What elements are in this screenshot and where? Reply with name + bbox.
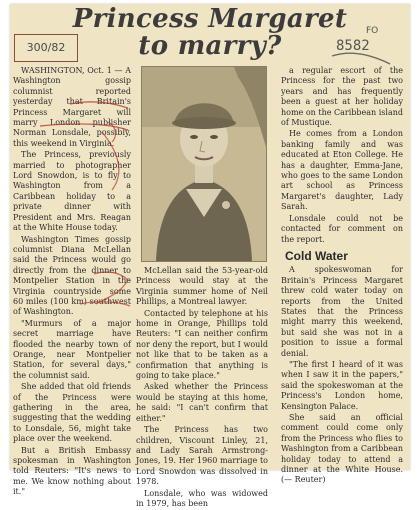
photo-caption-paragraph: McLellan said the 53-year-old Princess would stay at the Virginia summer home of Neil Phillips, a Montreal lawyer. xyxy=(136,266,268,307)
portrait-image xyxy=(142,67,266,261)
paragraph: Lonsdale, who was widowed in 1979, has been xyxy=(136,488,268,508)
headline-line-1: Princess Margaret xyxy=(72,4,348,34)
paragraph: "The first I heard of it was when I saw it in the papers," said the spokeswoman at the Princess's London home, Kensington Palace. xyxy=(281,359,403,411)
paragraph: Washington Times gossip columnist Diana McLellan said the Princess would go directly from the dinner to Montpelier Station in the Virginia countryside some 60 miles (100 km) southwest of Washington. xyxy=(13,234,131,317)
paragraph: A spokeswoman for Britain's Princess Margaret threw cold water today on reports from the United States that the Princess might marry this weekend, but said she was not in a position to issue a formal denial. xyxy=(281,265,403,358)
headline-line-2: to marry? xyxy=(138,31,282,61)
paragraph: Lonsdale could not be contacted for comment on the report. xyxy=(281,213,403,244)
paragraph: WASHINGTON, Oct. 1 — A Washington gossip columnist reported yesterday that Britain's Princess Margaret will marry London publisher Norman Lonsdale, possibly, this weekend in Virginia. xyxy=(13,66,131,148)
archive-number-mark: 8582 xyxy=(336,38,370,54)
paragraph: "Murmurs of a major secret marriage have flooded the nearby town of Orange, near Montpelier Station, for several days," the columnist said. xyxy=(13,318,131,380)
subheading: Cold Water xyxy=(285,248,348,263)
newspaper-clipping xyxy=(10,4,410,508)
clip-number-stamp: 300/82 xyxy=(14,34,78,62)
paragraph: But a British Embassy spokesman in Washington told Reuters: "It's news to me. We know nothing about it." xyxy=(13,445,131,497)
paragraph: He comes from a London banking family and was educated at Eton College. He has a daughter, Emma-Jane, who goes to the same London art school as Princess Margaret's daughter, Lady Sarah. xyxy=(281,129,403,212)
article-column-3 xyxy=(281,66,403,487)
paragraph: The Princess has two children, Viscount Linley, 21, and Lady Sarah Armstrong-Jones, 19. Her 1960 marriage to Lord Snowdon was dissolved in 1978. xyxy=(136,425,268,487)
article-column-1 xyxy=(13,66,131,499)
paragraph: Asked whether the Princess would be staying at this home, he said: "I can't confirm that either." xyxy=(136,382,268,423)
paragraph: She added that old friends of the Princess were gathering in the area, suggesting that the wedding to Lonsdale, 56, might take place over the weekend. xyxy=(13,382,131,444)
archive-tag-mark: FO xyxy=(366,26,379,36)
princess-photo xyxy=(141,66,267,262)
article-column-2 xyxy=(136,266,268,510)
paragraph: a regular escort of the Princess for the past two years and has frequently been a guest at her holiday home on the Caribbean island of Mustique. xyxy=(281,66,403,128)
paragraph: The Princess, previously married to photographer Lord Snowdon, is to fly to Washington from a Caribbean holiday to a private dinner with President and Mrs. Reagan at the White House today. xyxy=(13,150,131,233)
paragraph: She said an official comment could come only from the Princess who flies to Washington from a Caribbean holiday today to attend a dinner at the White House. (— Reuter) xyxy=(281,413,403,485)
paragraph: Contacted by telephone at his home in Orange, Phillips told Reuters: "I can neither confirm nor deny the report, but I would not like that to be taken as a confirmation that anything is going to take place." xyxy=(136,308,268,381)
